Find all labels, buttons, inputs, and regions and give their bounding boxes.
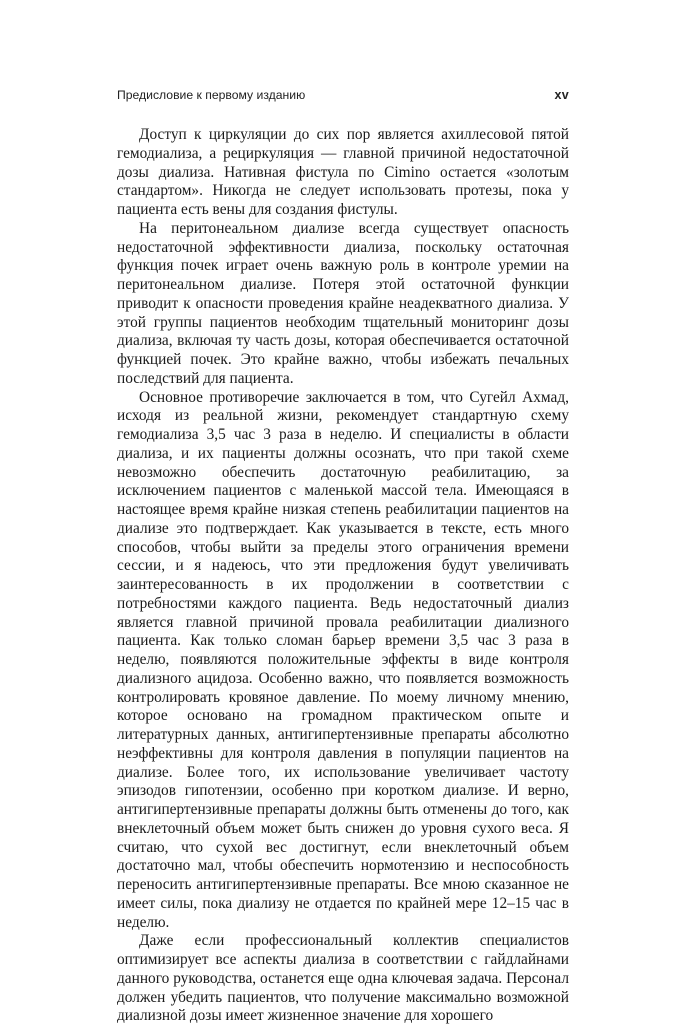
book-page	[117, 88, 569, 1026]
paragraph-2: На перитонеальном диализе всегда существует опасность недостаточной эффективности диализа, поскольку остаточная функция почек играет очень важную роль в контроле уремии на перитонеальном диализе. Потеря этой остаточной функции приводит к опасности проведения крайне неадекватного диализа. У этой группы пациентов необходим тщательный мониторинг дозы диализа, включая ту часть дозы, которая обеспечивается остаточной функцией почек. Это крайне важно, чтобы избежать печальных последствий для пациента.	[117, 219, 569, 387]
running-header	[117, 88, 569, 108]
body-text	[117, 126, 569, 1026]
paragraph-3: Основное противоречие заключается в том, что Сугейл Ахмад, исходя из реальной жизни, рекомендует стандартную схему гемодиализа 3,5 час 3 раза в неделю. И специалисты в области диализа, и их пациенты должны осознать, что при такой схеме невозможно обеспечить достаточную реабилитацию, за исключением пациентов с маленькой массой тела. Имеющаяся в настоящее время крайне низкая степень реабилитации пациентов на диализе это подтверждает. Как указывается в тексте, есть много способов, чтобы выйти за пределы этого ограничения времени сессии, и я надеюсь, что эти предложения будут увеличивать заинтересованность в их продолжении в соответствии с потребностями каждого пациента. Ведь недостаточный диализ является главной причиной провала реабилитации диализного пациента. Как только сломан барьер времени 3,5 час 3 раза в неделю, появляются положительные эффекты в виде контроля диализного ацидоза. Особенно важно, что появляется возможность контролировать кровяное давление. По моему личному мнению, которое основано на громадном практическом опыте и литературных данных, антигипертензивные препараты абсолютно неэффективны для контроля давления в популяции пациентов на диализе. Более того, их использование увеличивает частоту эпизодов гипотензии, особенно при коротком диализе. И верно, антигипертензивные препараты должны быть отменены до того, как внеклеточный объем может быть снижен до уровня сухого веса. Я считаю, что сухой вес достигнут, если внеклеточный объем достаточно мал, чтобы обеспечить нормотензию и неспособность переносить антигипертензивные препараты. Все мною сказанное не имеет силы, пока диализу не отдается по крайней мере 12–15 час в неделю.	[117, 388, 569, 931]
page-number: xv	[554, 88, 569, 102]
paragraph-4: Даже если профессиональный коллектив специалистов оптимизирует все аспекты диализа в соответствии с гайдлайнами данного руководства, останется еще одна ключевая задача. Персонал должен убедить пациентов, что получение максимально возможной диализной дозы имеет жизненное значение для хорошего	[117, 932, 569, 1025]
running-header-title: Предисловие к первому изданию	[117, 88, 306, 102]
paragraph-1: Доступ к циркуляции до сих пор является ахиллесовой пятой гемодиализа, а рециркуляция — главной причиной недостаточной дозы диализа. Нативная фистула по Cimino остается «золотым стандартом». Никогда не следует использовать протезы, пока у пациента есть вены для создания фистулы.	[117, 126, 569, 218]
